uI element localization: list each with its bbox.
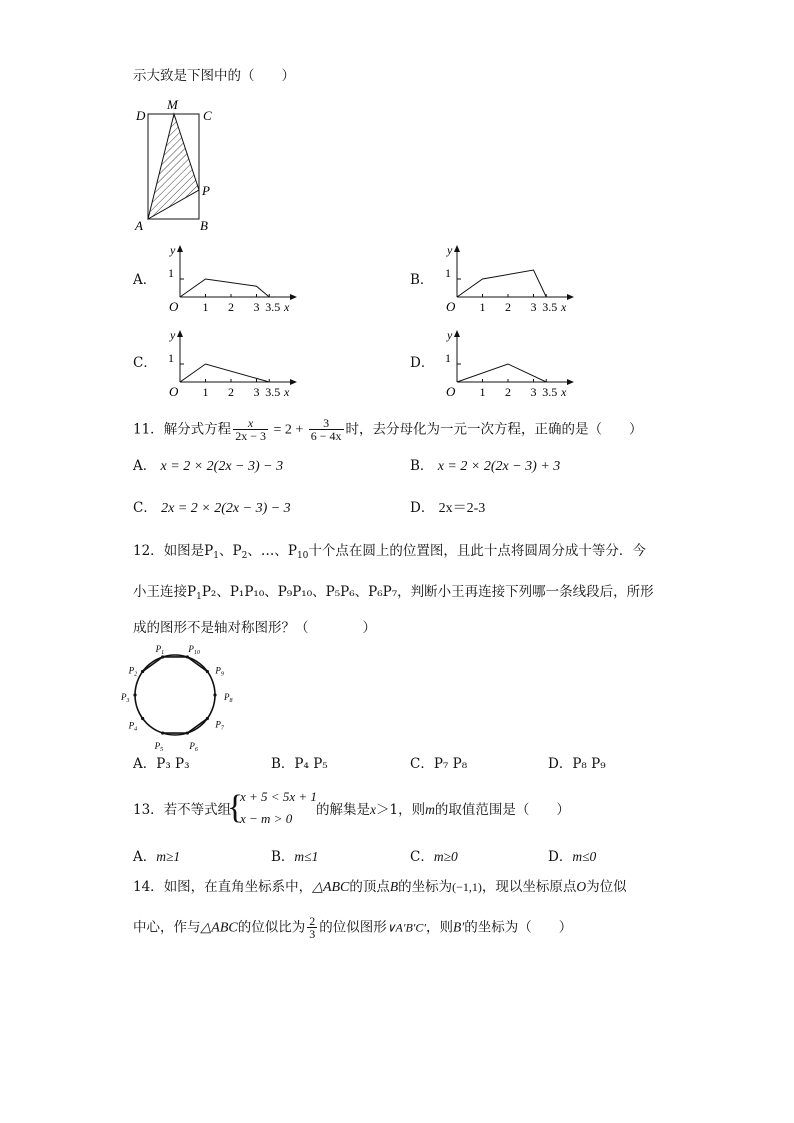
q14-ratio-den: 3 bbox=[309, 927, 316, 941]
x-axis-arrow-icon bbox=[290, 379, 297, 385]
x-tick-label: 3.5 bbox=[265, 300, 281, 314]
point-label-sub: 10 bbox=[193, 649, 200, 656]
q14-l2d: ，则 bbox=[426, 919, 454, 936]
x-axis-arrow-icon bbox=[290, 294, 297, 300]
circle bbox=[135, 655, 215, 735]
x-tick-label: 3.5 bbox=[265, 385, 281, 399]
point-label: $P_1$ bbox=[155, 643, 165, 656]
q14-l2e: 的坐标为（ ） bbox=[464, 919, 573, 936]
x-tick-label: 2 bbox=[505, 300, 511, 314]
x-axis-arrow-icon bbox=[567, 379, 574, 385]
q13-a-expr: m≥1 bbox=[156, 849, 181, 864]
x-axis-label: x bbox=[284, 300, 290, 314]
q10-option-c-letter: C． bbox=[133, 355, 157, 371]
q11-d-letter: D． bbox=[410, 500, 435, 516]
q14-l1b: 的顶点 bbox=[349, 879, 390, 895]
origin-label: O bbox=[446, 384, 456, 399]
point-label-sub: 3 bbox=[126, 698, 130, 704]
q11-c-expr: 2x = 2 × 2(2x − 3) − 3 bbox=[161, 501, 291, 516]
q10-option-d-letter: D． bbox=[410, 355, 435, 371]
point-label: $P_6$ bbox=[189, 741, 198, 754]
point-label: $P_2$ bbox=[128, 665, 138, 678]
point-label: $P_9$ bbox=[215, 665, 224, 678]
q13-pa: 的解集是 bbox=[316, 802, 370, 818]
q14-line-2 bbox=[133, 915, 572, 941]
y-axis-arrow-icon bbox=[454, 330, 460, 337]
point-label: $P_5$ bbox=[154, 741, 164, 754]
q12-c-letter: C． bbox=[410, 756, 434, 772]
q13-pre-text: 若不等式组 bbox=[163, 802, 232, 818]
q12-c-expr: P₇ P₈ bbox=[433, 756, 468, 772]
label-M: M bbox=[167, 97, 178, 112]
frac2-num: 3 bbox=[309, 417, 344, 430]
q13-d-letter: D． bbox=[548, 849, 573, 865]
q12-a-expr: P₃ P₃ bbox=[156, 756, 190, 772]
q13-ineq-top: x + 5 < 5x + 1 bbox=[240, 789, 317, 804]
point-dot bbox=[141, 670, 144, 673]
q14-Bp: B′ bbox=[453, 919, 465, 935]
q13-post bbox=[316, 802, 570, 818]
q14-l1d: ，现以坐标原点 bbox=[481, 879, 577, 895]
point-dot bbox=[141, 717, 144, 720]
graph-line bbox=[457, 270, 546, 297]
y-tick-label: 1 bbox=[445, 351, 451, 365]
q14-l1c: 的坐标为 bbox=[398, 879, 453, 895]
q12-l1s1: 1 bbox=[213, 551, 220, 561]
q11-c-letter: C． bbox=[133, 500, 157, 516]
q11-option-d bbox=[410, 500, 485, 517]
q14-coord: (−1,1) bbox=[452, 880, 482, 894]
q10-graph-a bbox=[160, 240, 300, 315]
q13-c-letter: C． bbox=[410, 849, 434, 865]
point-label-sub: 8 bbox=[229, 698, 233, 704]
q12-l2a: 小王连接P bbox=[133, 584, 197, 600]
q10-stem-tail: 示大致是下图中的（ ） bbox=[133, 68, 295, 84]
q11-fraction-1 bbox=[233, 417, 268, 443]
frac1-num: x bbox=[233, 417, 268, 430]
origin-label: O bbox=[169, 384, 179, 399]
point-dot bbox=[186, 731, 189, 734]
x-axis-arrow-icon bbox=[567, 294, 574, 300]
x-tick-label: 1 bbox=[202, 385, 209, 399]
q14-O: O bbox=[576, 879, 587, 894]
label-P: P bbox=[202, 183, 210, 198]
point-label-sub: 7 bbox=[220, 725, 224, 732]
q13-pb: ＞1，则 bbox=[376, 802, 426, 818]
q11-a-expr: x = 2 × 2(2x − 3) − 3 bbox=[160, 459, 284, 474]
q13-option-d bbox=[548, 849, 596, 865]
q11-fraction-2 bbox=[309, 417, 344, 443]
q13-a-letter: A． bbox=[133, 849, 157, 865]
graph-line bbox=[457, 364, 546, 382]
x-axis-label: x bbox=[284, 385, 290, 399]
x-tick-label: 3 bbox=[530, 385, 537, 399]
q12-l2s1: 1 bbox=[196, 592, 202, 602]
q11-a-letter: A． bbox=[133, 458, 157, 474]
q12-l1d: 十个点在圆上的位置图，且此十点将圆周分成十等分．今 bbox=[308, 543, 646, 559]
x-tick-label: 1 bbox=[202, 300, 209, 314]
q11-option-a bbox=[133, 458, 283, 475]
y-axis-label: y bbox=[170, 243, 176, 257]
point-label-sub: 6 bbox=[194, 747, 198, 754]
q12-b-expr: P₄ P₅ bbox=[294, 756, 328, 772]
q12-d-expr: P₈ P₉ bbox=[572, 756, 606, 772]
frac2-den: 6 − 4x bbox=[310, 429, 342, 443]
q12-option-a bbox=[133, 756, 190, 772]
point-label-sub: 5 bbox=[160, 747, 164, 754]
y-axis-arrow-icon bbox=[177, 330, 183, 337]
q11-option-c bbox=[133, 500, 291, 517]
q12-b-letter: B． bbox=[271, 756, 295, 772]
q11-stem bbox=[133, 417, 643, 443]
q11-eq: = 2 + bbox=[269, 422, 307, 438]
q14-B: B bbox=[389, 879, 399, 894]
y-axis-label: y bbox=[447, 243, 453, 257]
q12-d-letter: D． bbox=[548, 756, 573, 772]
q12-option-b bbox=[271, 756, 328, 772]
graph-line bbox=[180, 279, 269, 297]
q14-tri: △ABC bbox=[312, 880, 350, 895]
q14-l1a: 如图，在直角坐标系中， bbox=[163, 879, 313, 895]
q12-a-letter: A． bbox=[133, 756, 157, 772]
q13-option-c bbox=[410, 849, 458, 865]
point-dot bbox=[161, 731, 164, 734]
origin-label: O bbox=[169, 299, 179, 314]
q12-option-d bbox=[548, 756, 606, 772]
q10-graph-c bbox=[160, 325, 300, 400]
y-axis-label: y bbox=[170, 328, 176, 342]
x-tick-label: 3.5 bbox=[542, 300, 558, 314]
q14-ratio bbox=[307, 915, 317, 941]
q11-b-letter: B． bbox=[410, 458, 434, 474]
q14-number: 14． bbox=[133, 879, 164, 895]
chord bbox=[143, 657, 163, 672]
q12-line-1 bbox=[133, 543, 646, 564]
x-tick-label: 1 bbox=[479, 385, 486, 399]
origin-label: O bbox=[446, 299, 456, 314]
frac1-den: 2x − 3 bbox=[235, 429, 266, 443]
x-tick-label: 1 bbox=[479, 300, 486, 314]
q14-line-1 bbox=[133, 879, 627, 896]
q13-number: 13． bbox=[133, 802, 164, 818]
x-tick-label: 3.5 bbox=[542, 385, 558, 399]
q11-d-expr: 2x＝2-3 bbox=[438, 501, 486, 516]
q14-ratio-num: 2 bbox=[309, 914, 316, 928]
q12-l1b: 、P bbox=[219, 543, 242, 559]
q10-graph-d bbox=[437, 325, 577, 400]
point-label: $P_{10}$ bbox=[188, 643, 200, 656]
point-dot bbox=[206, 670, 209, 673]
point-dot bbox=[206, 717, 209, 720]
point-dot bbox=[213, 693, 216, 696]
q13-b-expr: m≤1 bbox=[294, 849, 319, 864]
point-label-sub: 4 bbox=[134, 726, 138, 733]
y-axis-arrow-icon bbox=[177, 245, 183, 252]
q14-l2a: 中心，作与 bbox=[133, 919, 201, 936]
q14-tri2: △ABC bbox=[200, 920, 238, 936]
q12-l2rest: P₂、P₁P₁₀、P₉P₁₀、P₅P₆、P₆P₇，判断小王再连接下列哪一条线段后，所形 bbox=[201, 584, 654, 600]
label-C: C bbox=[203, 108, 212, 123]
x-tick-label: 2 bbox=[228, 300, 234, 314]
x-tick-label: 2 bbox=[505, 385, 511, 399]
point-label: $P_4$ bbox=[128, 720, 138, 733]
q10-rectangle-figure bbox=[128, 92, 228, 238]
x-axis-label: x bbox=[561, 385, 567, 399]
point-dot bbox=[133, 693, 136, 696]
q10-option-b-letter: B． bbox=[410, 272, 434, 288]
q10-option-a-letter: A． bbox=[133, 272, 157, 288]
q11-post: 时，去分母化为一元一次方程，正确的是（ ） bbox=[345, 421, 643, 438]
q12-l1s2: 2 bbox=[241, 551, 248, 561]
point-dot bbox=[186, 655, 189, 658]
y-axis-arrow-icon bbox=[454, 245, 460, 252]
x-tick-label: 3 bbox=[530, 300, 537, 314]
q12-line-3: 成的图形不是轴对称图形？（ ） bbox=[133, 620, 376, 636]
q11-b-expr: x = 2 × 2(2x − 3) + 3 bbox=[437, 459, 561, 474]
point-label: $P_7$ bbox=[215, 719, 224, 732]
y-tick-label: 1 bbox=[168, 351, 174, 365]
point-label-sub: 9 bbox=[220, 671, 224, 678]
q13-option-b bbox=[271, 849, 318, 865]
graph-line bbox=[180, 364, 269, 382]
q13-pc: 的取值范围是（ ） bbox=[434, 802, 570, 818]
y-tick-label: 1 bbox=[168, 266, 174, 280]
q12-l1c: 、…、P bbox=[247, 543, 297, 559]
q13-pm: m bbox=[425, 802, 435, 817]
q11-pre: 解分式方程 bbox=[163, 421, 232, 438]
x-axis-label: x bbox=[561, 300, 567, 314]
q12-l1s3: 10 bbox=[296, 551, 309, 561]
x-tick-label: 3 bbox=[253, 300, 260, 314]
point-label-sub: 1 bbox=[161, 649, 165, 656]
point-label: $P_8$ bbox=[224, 692, 233, 704]
q13-px: x bbox=[370, 802, 376, 817]
q14-l2b: 的位似比为 bbox=[237, 919, 306, 936]
q11-number: 11． bbox=[133, 421, 164, 438]
q10-graph-b bbox=[437, 240, 577, 315]
q13-option-a bbox=[133, 849, 180, 865]
q13-brace: { bbox=[227, 789, 244, 826]
label-A: A bbox=[135, 218, 143, 233]
q11-option-b bbox=[410, 458, 560, 475]
q13-pre bbox=[133, 802, 231, 818]
label-B: B bbox=[200, 218, 208, 233]
point-label-sub: 2 bbox=[134, 671, 138, 678]
chord bbox=[187, 657, 207, 672]
q13-d-expr: m≤0 bbox=[572, 849, 597, 864]
q13-b-letter: B． bbox=[271, 849, 295, 865]
x-tick-label: 3 bbox=[253, 385, 260, 399]
x-tick-label: 2 bbox=[228, 385, 234, 399]
chord bbox=[187, 719, 207, 734]
q13-ineq-bottom: x − m > 0 bbox=[240, 811, 293, 826]
y-tick-label: 1 bbox=[445, 266, 451, 280]
label-D: D bbox=[136, 108, 146, 123]
q14-tri3: ∨A′B′C′ bbox=[386, 920, 427, 935]
q12-number: 12． bbox=[133, 543, 164, 559]
q12-line-2 bbox=[133, 584, 654, 605]
point-label: $P_3$ bbox=[121, 692, 130, 704]
q12-l1a: 如图是P bbox=[163, 543, 214, 559]
q12-option-c bbox=[410, 756, 467, 772]
q12-circle-figure bbox=[121, 638, 246, 754]
y-axis-label: y bbox=[447, 328, 453, 342]
q14-l2c: 的位似图形 bbox=[319, 919, 387, 936]
q13-c-expr: m≥0 bbox=[433, 849, 458, 864]
q14-l1e: 为位似 bbox=[586, 879, 627, 895]
